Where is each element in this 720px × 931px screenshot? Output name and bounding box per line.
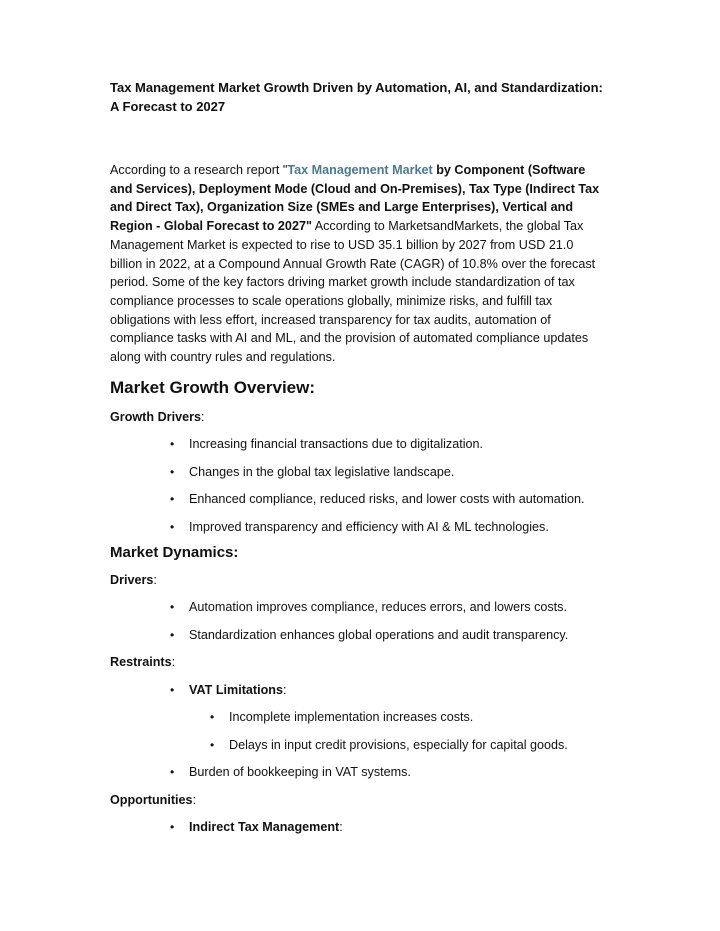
- opportunities-label: [110, 791, 608, 809]
- list-item-text: Standardization enhances global operations and audit transparency.: [189, 627, 569, 642]
- bullet-icon: •: [210, 710, 215, 725]
- list-item: [110, 435, 608, 453]
- indirect-tax-label: Indirect Tax Management: [189, 820, 340, 835]
- bullet-icon: •: [170, 464, 175, 479]
- colon: :: [153, 572, 157, 587]
- bullet-icon: •: [170, 627, 175, 642]
- bullet-icon: •: [170, 519, 175, 534]
- opportunities-label-text: Opportunities: [110, 792, 193, 807]
- growth-drivers-label-text: Growth Drivers: [110, 409, 201, 424]
- bullet-icon: •: [170, 765, 175, 780]
- list-item-text: Burden of bookkeeping in VAT systems.: [189, 765, 411, 780]
- list-item-text: Automation improves compliance, reduces errors, and lowers costs.: [189, 600, 567, 615]
- colon: :: [200, 409, 205, 424]
- intro-lead: According to a research report ": [110, 163, 288, 177]
- list-item: [110, 463, 608, 481]
- opportunities-list: [110, 818, 608, 836]
- drivers-list: [110, 598, 608, 644]
- list-item: [110, 626, 608, 644]
- colon: :: [192, 792, 197, 807]
- list-item-text: Changes in the global tax legislative landscape.: [189, 464, 455, 479]
- list-item-text: Improved transparency and efficiency with AI & ML technologies.: [189, 519, 549, 534]
- overview-heading: Market Growth Overview:: [110, 377, 316, 397]
- drivers-label-text: Drivers: [110, 572, 154, 587]
- colon: :: [339, 820, 343, 835]
- list-item-text: Delays in input credit provisions, especially for capital goods.: [229, 737, 568, 752]
- growth-drivers-list: [110, 435, 608, 536]
- list-item-text: Enhanced compliance, reduced risks, and lower costs with automation.: [189, 492, 585, 507]
- bullet-icon: •: [170, 820, 175, 835]
- list-item: [110, 763, 608, 781]
- bullet-icon: •: [170, 437, 175, 452]
- colon: :: [171, 655, 176, 670]
- bullet-icon: •: [170, 492, 175, 507]
- list-item: [110, 518, 608, 536]
- drivers-label: [110, 571, 608, 589]
- list-item-text: Incomplete implementation increases costs.: [229, 710, 474, 725]
- bullet-icon: •: [210, 737, 215, 752]
- document-title: Tax Management Market Growth Driven by Automation, AI, and Standardization: A Forecast to 2027: [110, 80, 603, 114]
- restraints-label: [110, 653, 608, 671]
- restraints-list: [110, 681, 608, 782]
- bullet-icon: •: [170, 682, 175, 697]
- list-item: [110, 598, 608, 616]
- list-item: [110, 490, 608, 508]
- growth-drivers-label: [110, 408, 608, 426]
- intro-paragraph: [110, 161, 608, 367]
- list-item: [110, 818, 608, 836]
- list-item: [110, 736, 608, 754]
- list-item: [110, 708, 608, 726]
- restraints-label-text: Restraints: [110, 655, 172, 670]
- colon: :: [283, 682, 287, 697]
- report-title-rest: by Component (Software and Services), Deployment Mode (Cloud and On-Premises), Tax Type (Indirect Tax and Direct Tax), Organization Size (SMEs and Large Enterprises), Vertical and Region - Global Forecast to 2027": [110, 163, 600, 234]
- intro-body: According to MarketsandMarkets, the global Tax Management Market is expected to rise to USD 35.1 billion by 2027 from USD 21.0 billion in 2022, at a Compound Annual Growth Rate (CAGR) of 10.8% over the forecast period. Some of the key factors driving market growth include standardization of tax compliance processes to scale operations globally, minimize risks, and fulfill tax obligations with less effort, increased transparency for tax audits, automation of compliance tasks with AI and ML, and the provision of automated compliance updates along with country rules and regulations.: [110, 219, 596, 365]
- list-item-text: Increasing financial transactions due to digitalization.: [189, 437, 484, 452]
- report-link[interactable]: Tax Management Market: [287, 163, 433, 177]
- document-content: [110, 78, 608, 836]
- bullet-icon: •: [170, 600, 175, 615]
- list-item: [110, 681, 608, 699]
- vat-limitations-label: VAT Limitations: [189, 682, 283, 697]
- dynamics-heading: Market Dynamics:: [110, 543, 239, 561]
